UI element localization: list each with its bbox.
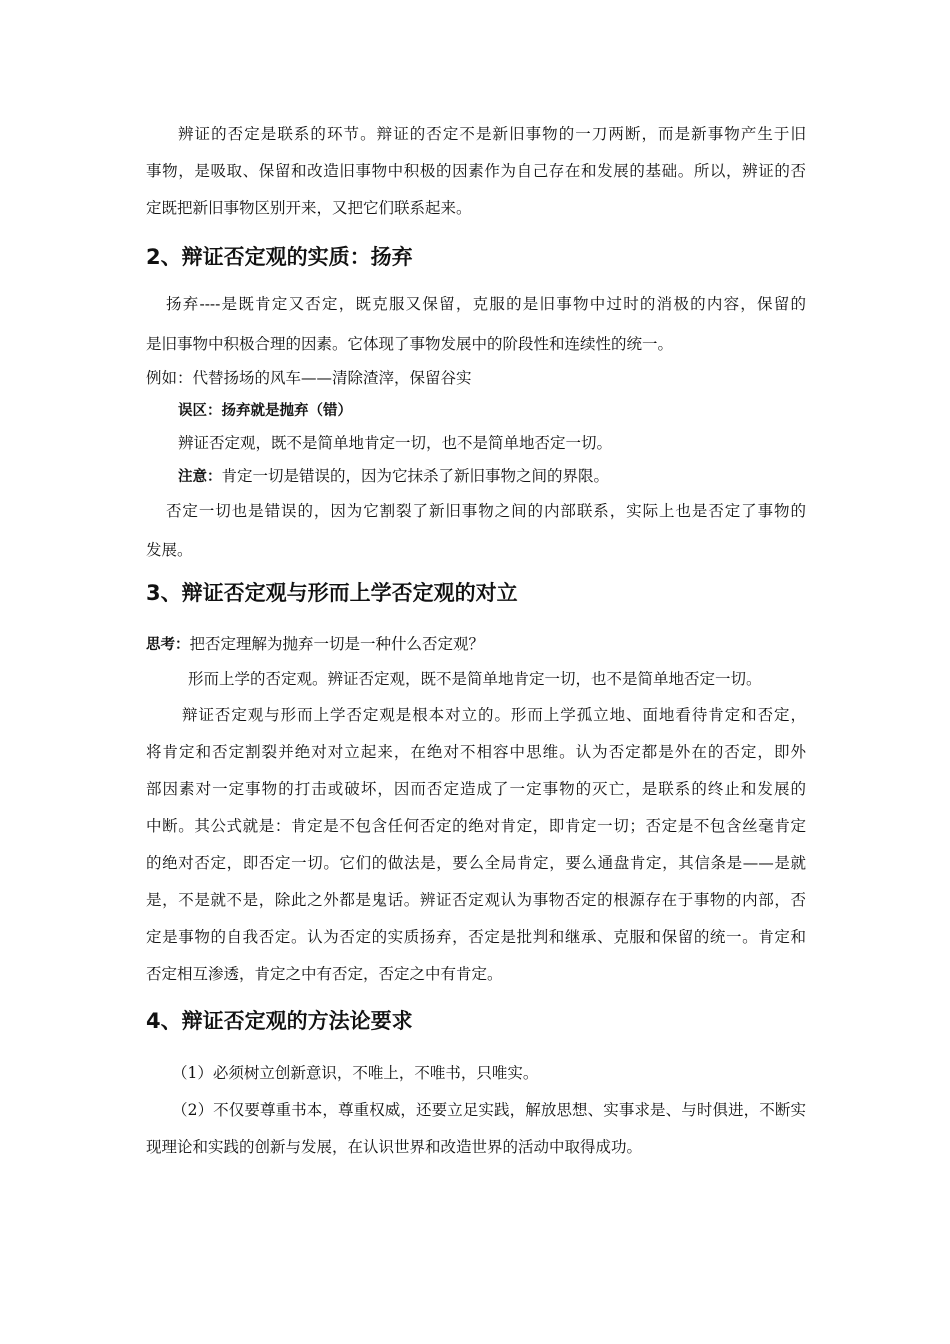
note-label: 注意： — [178, 469, 222, 485]
think-text: 把否定理解为抛弃一切是一种什么否定观？ — [189, 635, 485, 653]
paragraph-line: 定既把新旧事物区别开来，又把它们联系起来。 — [146, 199, 472, 217]
paragraph-line: 定是事物的自我否定。认为否定的实质扬弃，否定是批判和继承、克服和保留的统一。肯定和 — [146, 928, 806, 946]
example-line: 例如：代替扬场的风车——清除渣滓，保留谷实 — [146, 369, 472, 387]
section-heading: 3、辩证否定观与形而上学否定观的对立 — [146, 581, 518, 605]
paragraph-line: 将肯定和否定割裂并绝对对立起来，在绝对不相容中思维。认为否定都是外在的否定，即外 — [146, 743, 806, 761]
paragraph-line: 的绝对否定，即否定一切。它们的做法是，要么全局肯定，要么通盘肯定，其信条是——是就 — [146, 854, 806, 872]
paragraph-line: 辨证否定观，既不是简单地肯定一切，也不是简单地否定一切。 — [178, 434, 613, 452]
paragraph-line: 现理论和实践的创新与发展，在认识世界和改造世界的活动中取得成功。 — [146, 1138, 643, 1156]
paragraph-line: 是旧事物中积极合理的因素。它体现了事物发展中的阶段性和连续性的统一。 — [146, 335, 674, 353]
paragraph-line: 部因素对一定事物的打击或破坏，因而否定造成了一定事物的灭亡，是联系的终止和发展的 — [146, 780, 806, 798]
paragraph-line: 扬弃----是既肯定又否定，既克服又保留，克服的是旧事物中过时的消极的内容，保留的 — [166, 295, 806, 313]
mistake-line: 误区：扬弃就是抛弃（错） — [178, 403, 352, 419]
paragraph-line: 否定相互渗透，肯定之中有否定，否定之中有肯定。 — [146, 965, 503, 983]
section-heading: 4、辩证否定观的方法论要求 — [146, 1009, 413, 1033]
note-text: 肯定一切是错误的，因为它抹杀了新旧事物之间的界限。 — [221, 467, 610, 485]
paragraph-line: 辩证否定观与形而上学否定观是根本对立的。形而上学孤立地、面地看待肯定和否定， — [182, 706, 806, 724]
note-line — [178, 466, 609, 487]
requirement-item: （2）不仅要尊重书本，尊重权威，还要立足实践，解放思想、实事求是、与时俱进，不断实 — [172, 1101, 806, 1119]
requirement-item: （1）必须树立创新意识，不唯上，不唯书，只唯实。 — [172, 1064, 539, 1082]
paragraph-line: 形而上学的否定观。辨证否定观，既不是简单地肯定一切，也不是简单地否定一切。 — [188, 670, 762, 688]
paragraph-line: 中断。其公式就是：肯定是不包含任何否定的绝对肯定，即肯定一切；否定是不包含丝毫肯定 — [146, 817, 806, 835]
paragraph-line: 辨证的否定是联系的环节。辩证的否定不是新旧事物的一刀两断，而是新事物产生于旧 — [178, 125, 806, 143]
paragraph-line: 事物，是吸取、保留和改造旧事物中积极的因素作为自己存在和发展的基础。所以，辨证的否 — [146, 162, 806, 180]
think-line — [146, 634, 484, 655]
paragraph-line: 否定一切也是错误的，因为它割裂了新旧事物之间的内部联系，实际上也是否定了事物的 — [166, 502, 806, 520]
think-label: 思考： — [146, 637, 190, 653]
paragraph-line: 发展。 — [146, 541, 193, 559]
paragraph-line: 是，不是就不是，除此之外都是鬼话。辨证否定观认为事物否定的根源存在于事物的内部，否 — [146, 891, 806, 909]
section-heading: 2、辩证否定观的实质：扬弃 — [146, 245, 413, 269]
